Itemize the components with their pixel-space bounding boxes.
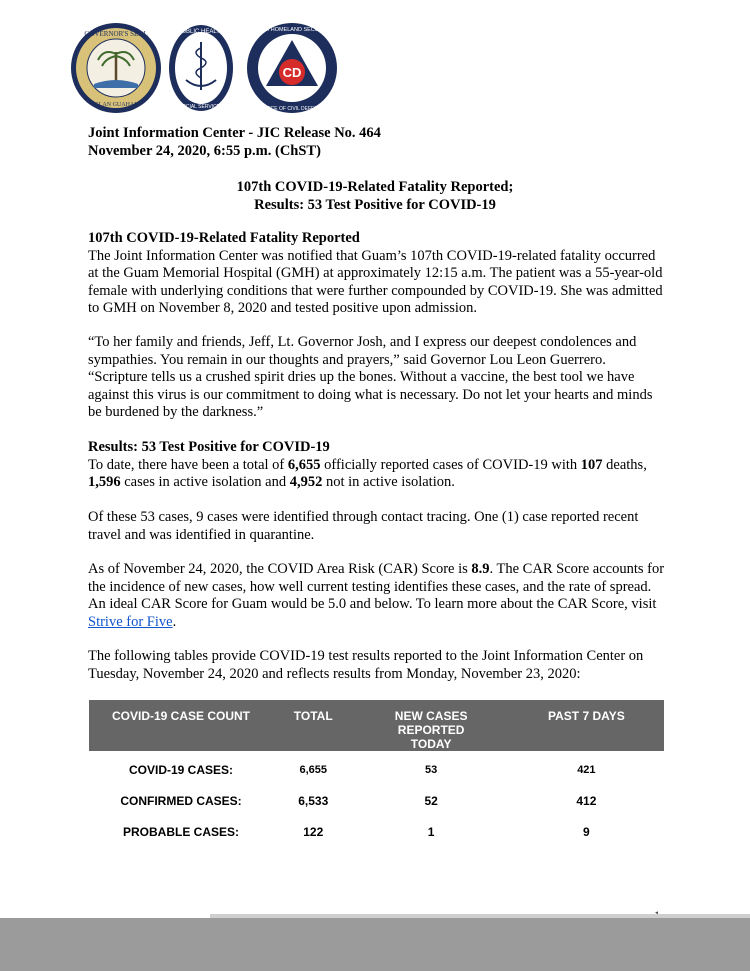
totals-paragraph <box>88 457 668 492</box>
case-count-table <box>89 700 664 847</box>
release-number: Joint Information Center - JIC Release No. 464 <box>88 125 381 141</box>
section-results <box>88 439 668 492</box>
text-span: deaths, <box>602 456 647 473</box>
seal2-text-top: PUBLIC HEALTH <box>177 29 225 35</box>
seal1-text-bottom: ISLAN GUAHAN <box>93 102 139 108</box>
text-span: To date, there have been a total of <box>88 456 288 473</box>
car-score-paragraph <box>88 561 668 631</box>
column-header: PAST 7 DAYS <box>509 700 664 751</box>
fatality-paragraph: The Joint Information Center was notified that Guam’s 107th COVID-19-related fatality occurred at the Guam Memorial Hospital (GMH) at approximately 12:15 a.m. The patient was a 55-year-old female with underlying conditions that were further compounded by COVID-19. She was admitted to GMH on November 8, 2020 and tested positive upon admission. <box>88 247 663 316</box>
section-table-intro <box>88 648 668 683</box>
seal3-text-bottom: OFFICE OF CIVIL DEFENSE <box>259 106 325 112</box>
section-contact-tracing <box>88 509 668 544</box>
seal2-text-bottom: SOCIAL SERVICES <box>178 104 224 110</box>
column-header: COVID-19 CASE COUNT <box>89 700 273 751</box>
table-row <box>89 816 664 847</box>
past-7-days-cell: 412 <box>576 793 597 808</box>
public-health-logo <box>168 24 234 112</box>
seal3-center-text: CD <box>282 65 302 80</box>
section-heading: Results: 53 Test Positive for COVID-19 <box>88 439 330 455</box>
table-row <box>89 751 664 785</box>
deaths-value: 107 <box>580 456 603 473</box>
text-span: not in active isolation. <box>322 474 455 490</box>
table-intro-paragraph: The following tables provide COVID-19 test results reported to the Joint Information Center on Tuesday, November 24, 2020 and reflects results from Monday, November 23, 2020: <box>88 648 644 682</box>
table-header-row <box>89 700 664 751</box>
strive-for-five-link[interactable]: Strive for Five <box>88 613 173 630</box>
column-header: TOTAL <box>273 700 354 751</box>
governor-quote-paragraph: “To her family and friends, Jeff, Lt. Governor Josh, and I express our deepest condolences and sympathies. You remain in our thoughts and prayers,” said Governor Lou Leon Guerrero. “Scripture tells us a crushed spirit dries up the bones. Without a vaccine, the best tool we have against this virus is our commitment to doing what is necessary. Do not let your hearts and minds be burdened by the darkness.” <box>88 334 653 420</box>
release-header <box>88 124 381 160</box>
text-span: As of November 24, 2020, the COVID Area Risk (CAR) Score is <box>88 561 472 577</box>
governors-seal-logo <box>70 22 162 114</box>
civil-defense-logo <box>246 22 338 114</box>
section-quote <box>88 334 668 422</box>
past-7-days-cell: 9 <box>583 824 590 839</box>
contact-tracing-paragraph: Of these 53 cases, 9 cases were identified through contact tracing. One (1) case reported recent travel and was identified in quarantine. <box>88 509 639 543</box>
title-line-1: 107th COVID-19-Related Fatality Reported; <box>236 179 514 195</box>
total-cell: 6,533 <box>298 793 329 808</box>
not-active-isolation-value: 4,952 <box>289 474 323 490</box>
text-span: . The CAR Score accounts for the incidence of new cases, how well current testing identifies these cases, and the rate of spread. An ideal CAR Score for Guam would be 5.0 and below. To learn more about the CAR Score, visit <box>88 561 665 612</box>
text-span: officially reported cases of COVID-19 with <box>320 456 581 473</box>
seal3-text-top: GUAM HOMELAND SECURITY <box>252 27 332 33</box>
past-7-days-cell: 421 <box>577 763 596 776</box>
active-isolation-value: 1,596 <box>88 474 121 490</box>
release-title <box>0 178 750 214</box>
total-cell: 122 <box>303 824 324 839</box>
row-label: COVID-19 CASES: <box>128 762 234 777</box>
new-cases-cell: 1 <box>427 824 435 839</box>
column-header: NEW CASES REPORTED TODAY <box>354 700 509 751</box>
title-line-2: Results: 53 Test Positive for COVID-19 <box>254 197 496 213</box>
section-fatality <box>88 230 668 318</box>
row-label: PROBABLE CASES: <box>122 824 239 839</box>
section-heading: 107th COVID-19-Related Fatality Reported <box>88 230 360 246</box>
total-cell: 6,655 <box>299 763 328 776</box>
total-cases-value: 6,655 <box>287 456 321 473</box>
text-span: cases in active isolation and <box>120 474 290 490</box>
new-cases-cell: 53 <box>425 763 438 776</box>
text-span: . <box>172 613 177 630</box>
new-cases-cell: 52 <box>424 793 438 808</box>
section-car-score <box>88 561 668 631</box>
release-date: November 24, 2020, 6:55 p.m. (ChST) <box>88 143 321 159</box>
car-score-value: 8.9 <box>471 561 490 577</box>
table-row <box>89 785 664 816</box>
seal1-text-top: GOVERNOR'S SEAL <box>84 30 148 38</box>
row-label: CONFIRMED CASES: <box>120 793 242 808</box>
viewer-footer-bar <box>0 918 750 971</box>
